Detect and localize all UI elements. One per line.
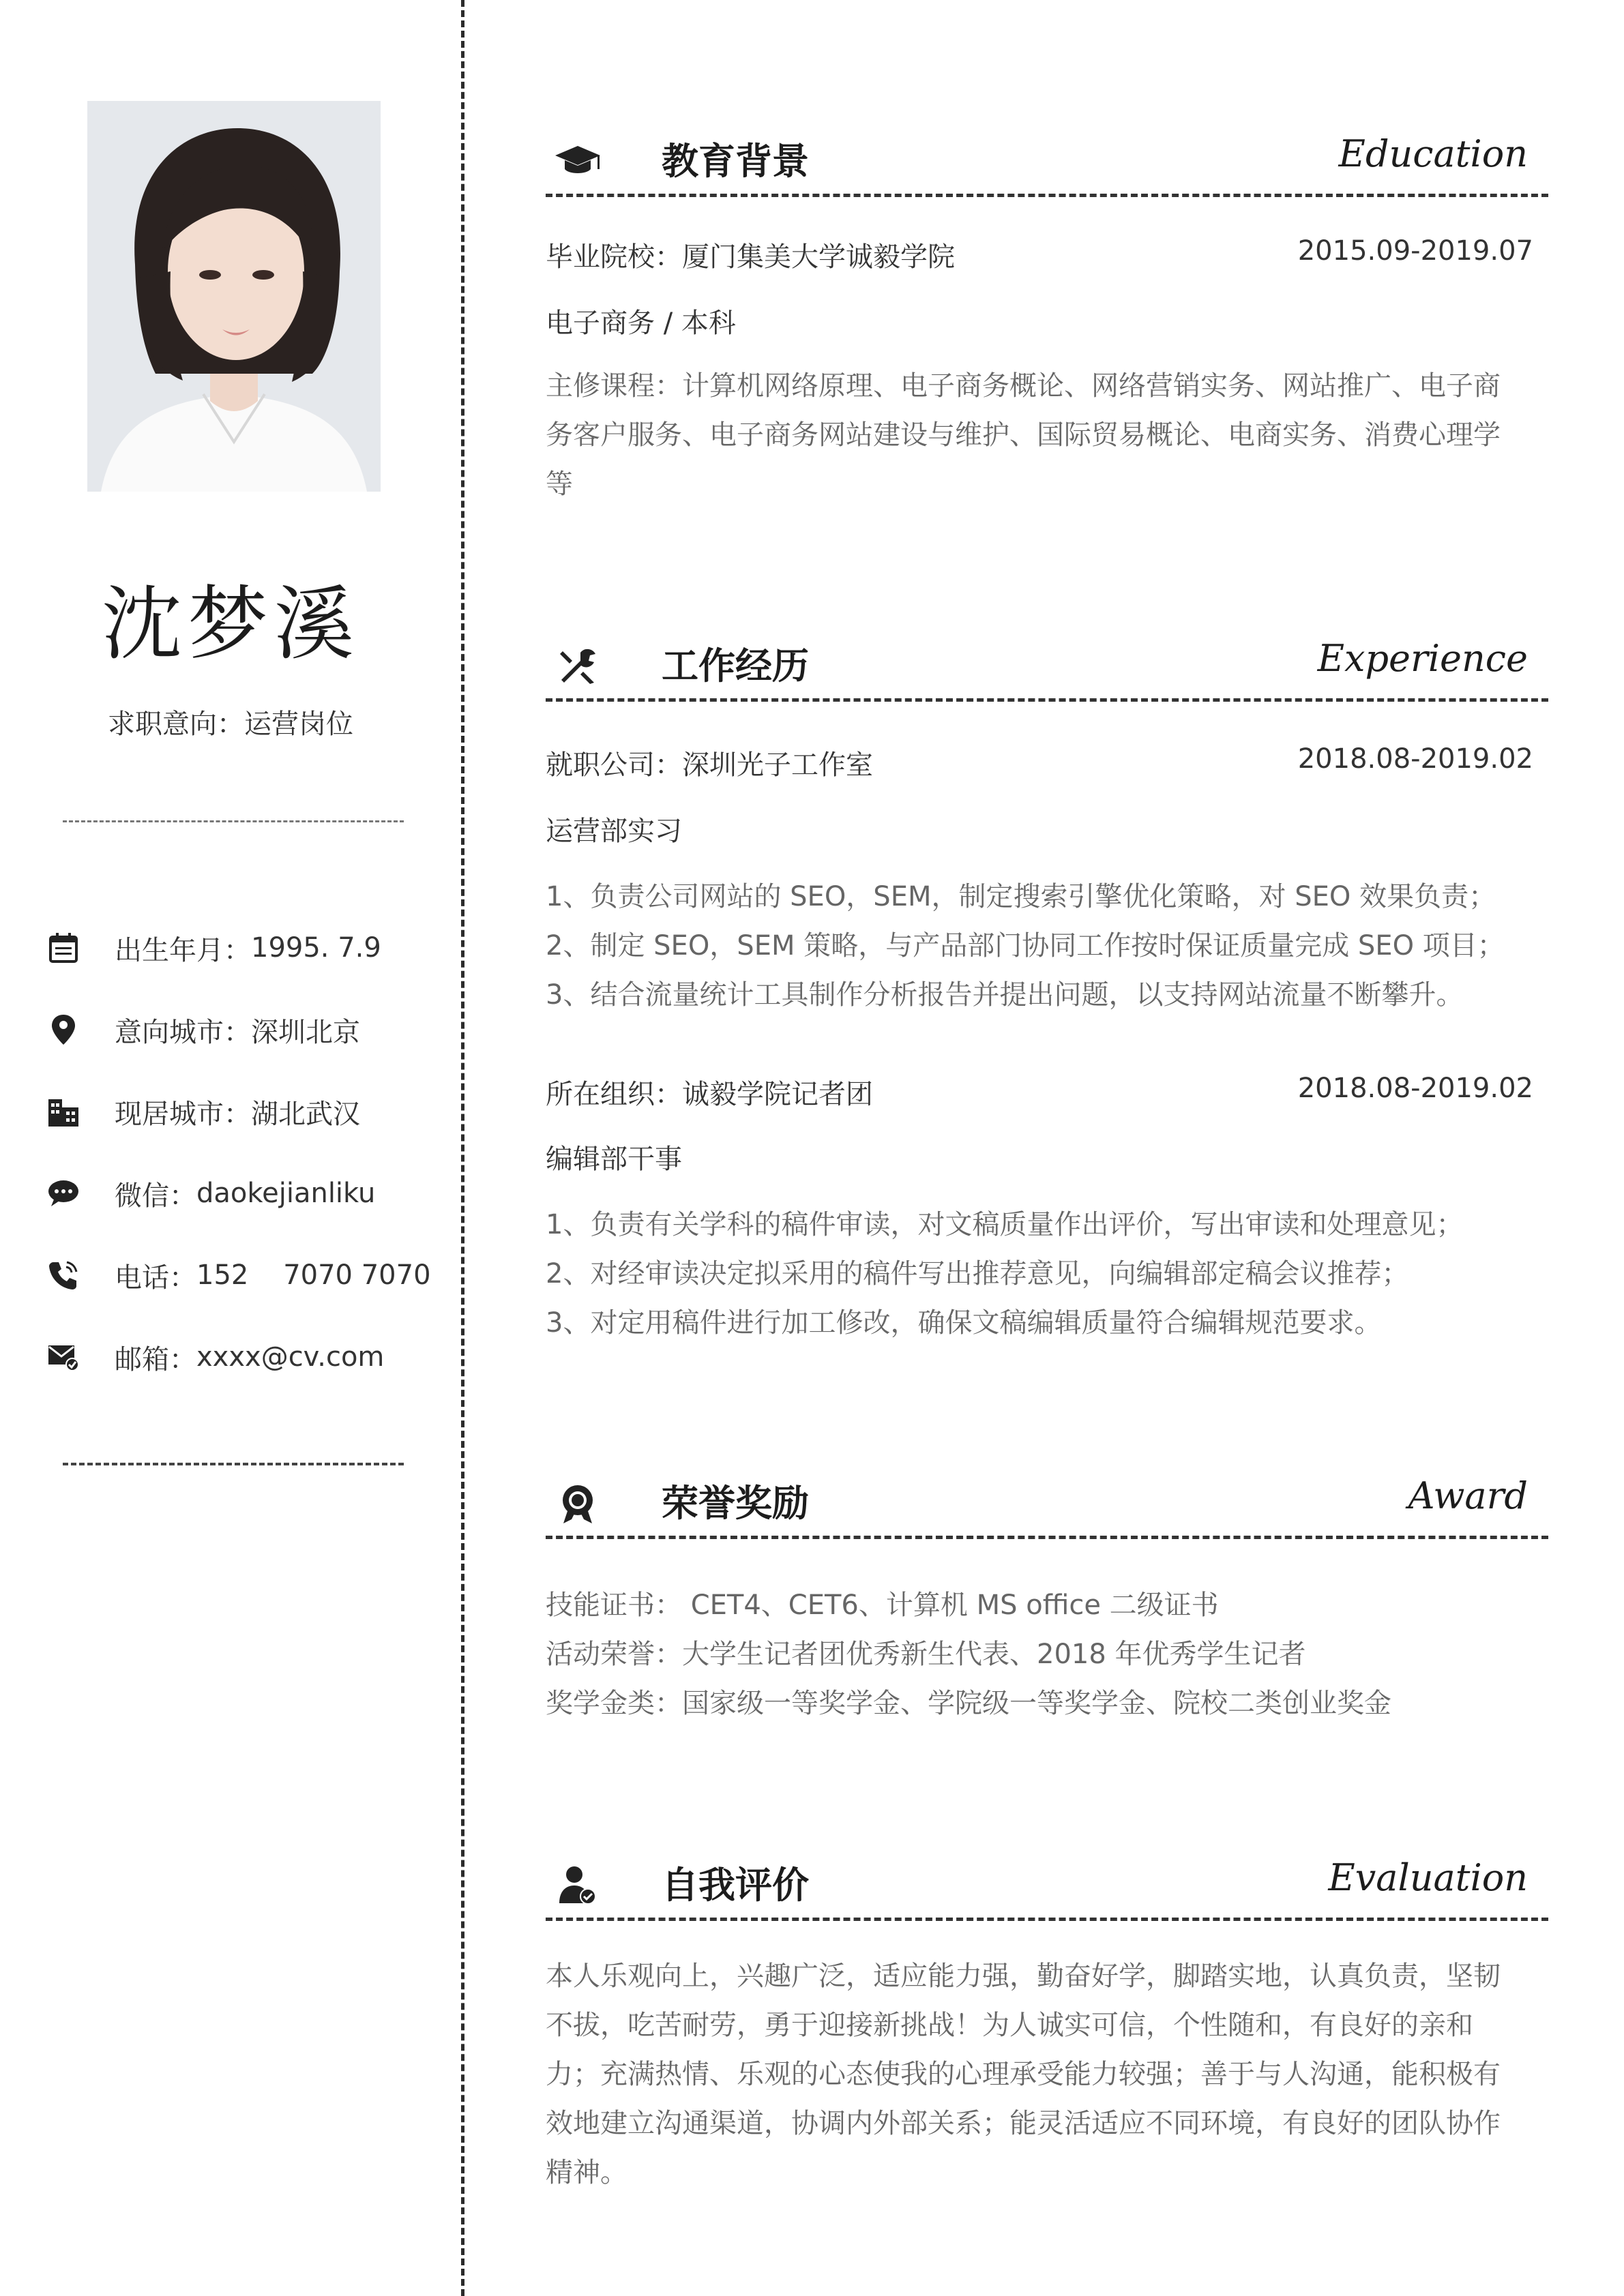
job-duty: 2、制定 SEO，SEM 策略，与产品部门协同工作按时保证质量完成 SEO 项目； bbox=[546, 930, 1505, 961]
job-org-row bbox=[546, 743, 1533, 782]
info-label: 意向城市： bbox=[115, 1016, 251, 1048]
section-title-en: Experience bbox=[1317, 637, 1528, 680]
info-value: daokejianliku bbox=[196, 1178, 376, 1209]
section-rule bbox=[546, 194, 1548, 197]
divider-vertical bbox=[461, 0, 464, 2296]
award-line: 奖学金类：国家级一等奖学金、学院级一等奖学金、院校二类创业奖金 bbox=[546, 1688, 1391, 1719]
info-label: 微信： bbox=[115, 1180, 196, 1212]
info-label: 出生年月： bbox=[115, 934, 251, 966]
profile-photo bbox=[87, 101, 381, 492]
job-role: 编辑部干事 bbox=[546, 1144, 682, 1175]
section-title-en: Award bbox=[1408, 1474, 1528, 1517]
job-role: 运营部实习 bbox=[546, 816, 682, 847]
section-evaluation-header bbox=[546, 1847, 1548, 1922]
job-duty: 1、负责公司网站的 SEO，SEM，制定搜索引擎优化策略，对 SEO 效果负责； bbox=[546, 881, 1496, 912]
job-period: 2018.08-2019.02 bbox=[1297, 743, 1533, 775]
info-current-city bbox=[46, 1091, 360, 1132]
info-value: 湖北武汉 bbox=[251, 1098, 360, 1130]
self-evaluation-text: 本人乐观向上，兴趣广泛，适应能力强，勤奋好学，脚踏实地，认真负责，坚韧不拔，吃苦耐劳，勇于迎接新挑战！为人诚实可信，个性随和，有良好的亲和力；充满热情、乐观的心态使我的心理承受能力较强；善于与人沟通，能积极有效地建立沟通渠道，协调内外部关系；能灵活适应不同环境，有良好的团队协作精神。 bbox=[546, 1960, 1501, 2188]
section-rule bbox=[546, 1536, 1548, 1539]
info-birthdate bbox=[46, 927, 381, 968]
info-value: 152 7070 7070 bbox=[196, 1259, 431, 1291]
job-duty: 2、对经审读决定拟采用的稿件写出推荐意见，向编辑部定稿会议推荐； bbox=[546, 1258, 1409, 1289]
job-org-row bbox=[546, 1073, 1533, 1112]
info-label: 电话： bbox=[115, 1262, 196, 1294]
info-label: 现居城市： bbox=[115, 1098, 251, 1130]
job-intent: 求职意向：运营岗位 bbox=[108, 709, 353, 740]
section-title-en: Evaluation bbox=[1328, 1856, 1528, 1899]
section-title: 自我评价 bbox=[662, 1864, 809, 1907]
section-title-en: Education bbox=[1338, 132, 1528, 175]
info-value: xxxx@cv.com bbox=[196, 1341, 385, 1373]
info-value: 深圳北京 bbox=[251, 1016, 360, 1048]
info-target-city bbox=[46, 1009, 360, 1050]
info-value: 1995. 7.9 bbox=[251, 932, 381, 964]
medal-icon bbox=[554, 1480, 602, 1527]
section-education-header bbox=[546, 123, 1548, 198]
mail-icon bbox=[46, 1340, 80, 1374]
section-title: 教育背景 bbox=[662, 140, 809, 183]
section-title: 荣誉奖励 bbox=[662, 1482, 809, 1525]
award-line: 技能证书： CET4、CET6、计算机 MS office 二级证书 bbox=[546, 1590, 1219, 1621]
calendar-icon bbox=[46, 931, 80, 965]
award-line: 活动荣誉：大学生记者团优秀新生代表、2018 年优秀学生记者 bbox=[546, 1639, 1306, 1670]
school-name: 毕业院校：厦门集美大学诚毅学院 bbox=[546, 241, 955, 273]
education-courses: 主修课程：计算机网络原理、电子商务概论、网络营销实务、网站推广、电子商务客户服务、电子商务网站建设与维护、国际贸易概论、电商实务、消费心理学等 bbox=[546, 370, 1501, 500]
location-pin-icon bbox=[46, 1013, 80, 1047]
graduation-cap-icon bbox=[554, 138, 602, 185]
job-duty: 1、负责有关学科的稿件审读，对文稿质量作出评价，写出审读和处理意见； bbox=[546, 1209, 1464, 1240]
job-period: 2018.08-2019.02 bbox=[1297, 1073, 1533, 1104]
education-major: 电子商务 / 本科 bbox=[546, 308, 736, 339]
sidebar-divider-top bbox=[63, 820, 404, 822]
section-title: 工作经历 bbox=[662, 644, 809, 687]
section-rule bbox=[546, 698, 1548, 702]
info-email bbox=[46, 1337, 384, 1377]
building-icon bbox=[46, 1094, 80, 1129]
job-duty: 3、结合流量统计工具制作分析报告并提出问题，以支持网站流量不断攀升。 bbox=[546, 979, 1464, 1011]
education-school-row bbox=[546, 235, 1533, 274]
section-rule bbox=[546, 1918, 1548, 1921]
candidate-name: 沈梦溪 bbox=[101, 577, 359, 671]
info-wechat bbox=[46, 1173, 375, 1214]
phone-icon bbox=[46, 1258, 80, 1292]
job-org: 就职公司：深圳光子工作室 bbox=[546, 749, 873, 781]
section-experience-header bbox=[546, 627, 1548, 702]
tools-icon bbox=[554, 642, 602, 690]
job-org: 所在组织：诚毅学院记者团 bbox=[546, 1079, 873, 1110]
section-award-header bbox=[546, 1465, 1548, 1540]
chat-bubble-icon bbox=[46, 1176, 80, 1210]
info-phone bbox=[46, 1255, 431, 1296]
sidebar-divider-bottom bbox=[63, 1463, 404, 1465]
user-check-icon bbox=[554, 1862, 602, 1909]
education-period: 2015.09-2019.07 bbox=[1297, 235, 1533, 267]
info-label: 邮箱： bbox=[115, 1343, 196, 1375]
job-duty: 3、对定用稿件进行加工修改，确保文稿编辑质量符合编辑规范要求。 bbox=[546, 1307, 1382, 1339]
